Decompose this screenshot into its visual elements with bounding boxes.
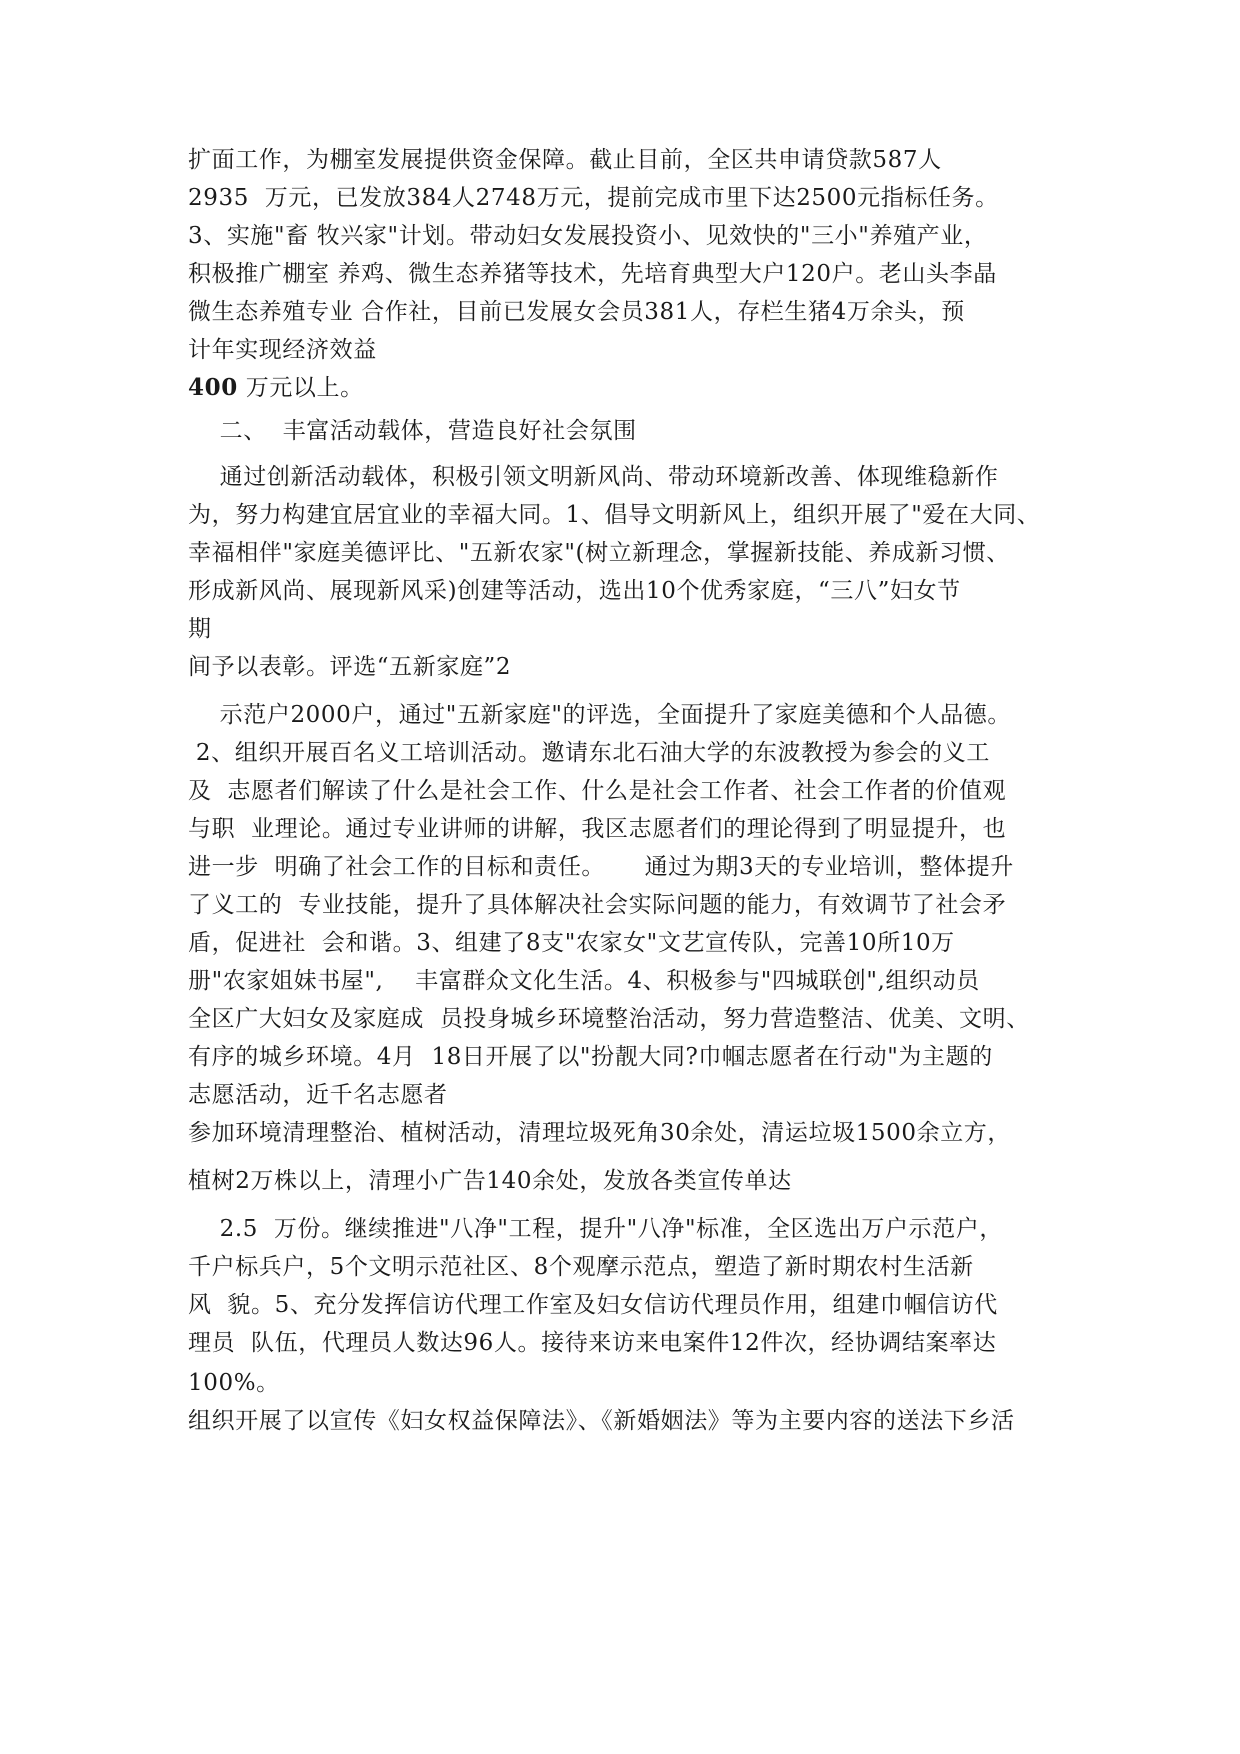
text-line: 幸福相伴"家庭美德评比、"五新农家"(树立新理念，掌握新技能、养成新习惯、: [188, 540, 1010, 566]
text-line: 理员 队伍，代理员人数达96人。接待来访来电案件12件次，经协调结案率达: [188, 1330, 997, 1356]
text-line: [188, 373, 364, 403]
text-line: 有序的城乡环境。4月 18日开展了以"扮靓大同?巾帼志愿者在行动"为主题的: [188, 1044, 993, 1070]
text-line: 植树2万株以上，清理小广告140余处，发放各类宣传单达: [188, 1168, 792, 1194]
text-line: 2.5 万份。继续推进"八净"工程，提升"八净"标准，全区选出万户示范户，: [188, 1216, 1003, 1242]
text-line: 志愿活动，近千名志愿者: [188, 1082, 448, 1108]
text-line: 进一步 明确了社会工作的目标和责任。 通过为期3天的专业培训，整体提升: [188, 854, 1014, 880]
text-line: 千户标兵户，5个文明示范社区、8个观摩示范点，塑造了新时期农村生活新: [188, 1254, 974, 1280]
text-line: 参加环境清理整治、植树活动，清理垃圾死角30余处，清运垃圾1500余立方，: [188, 1120, 1011, 1146]
text-line: 及 志愿者们解读了什么是社会工作、什么是社会工作者、社会工作者的价值观: [188, 778, 1007, 804]
text-line: 扩面工作，为棚室发展提供资金保障。截止目前，全区共申请贷款587人: [188, 147, 942, 173]
text-line: 组织开展了以宣传《妇女权益保障法》、《新婚姻法》等为主要内容的送法下乡活: [188, 1408, 1015, 1434]
text-line: 册"农家姐妹书屋", 丰富群众文化生活。4、积极参与"四城联创",组织动员: [188, 968, 980, 994]
text-line: 微生态养殖专业 合作社，目前已发展女会员381人，存栏生猪4万余头，预: [188, 299, 965, 325]
section-heading: 二、 丰富活动载体，营造良好社会氛围: [188, 418, 637, 444]
text-line: 3、实施"畜 牧兴家"计划。带动妇女发展投资小、见效快的"三小"养殖产业，: [188, 223, 988, 249]
text-line: 为，努力构建宜居宜业的幸福大同。1、倡导文明新风上，组织开展了"爱在大同、: [188, 502, 1041, 528]
text-line: 2、组织开展百名义工培训活动。邀请东北石油大学的东波教授为参会的义工: [188, 740, 990, 766]
text-fragment: 万元以上。: [237, 375, 364, 401]
text-line: 100%。: [188, 1370, 280, 1396]
text-line: 风 貌。5、充分发挥信访代理工作室及妇女信访代理员作用，组建巾帼信访代: [188, 1292, 998, 1318]
text-line: 示范户2000户，通过"五新家庭"的评选，全面提升了家庭美德和个人品德。: [188, 702, 1011, 728]
text-line: 通过创新活动载体，积极引领文明新风尚、带动环境新改善、体现维稳新作: [188, 464, 999, 490]
text-line: 全区广大妇女及家庭成 员投身城乡环境整治活动，努力营造整洁、优美、文明、: [188, 1006, 1030, 1032]
text-line: 计年实现经济效益: [188, 337, 377, 363]
text-line: 形成新风尚、展现新风采)创建等活动，选出10个优秀家庭，“三八”妇女节: [188, 578, 961, 604]
text-line: 与职 业理论。通过专业讲师的讲解，我区志愿者们的理论得到了明显提升，也: [188, 816, 1007, 842]
text-line: 2935 万元，已发放384人2748万元，提前完成市里下达2500元指标任务。: [188, 185, 999, 211]
text-line: 积极推广棚室 养鸡、微生态养猪等技术，先培育典型大户120户。老山头李晶: [188, 261, 997, 287]
text-line: 盾，促进社 会和谐。3、组建了8支"农家女"文艺宣传队，完善10所10万: [188, 930, 955, 956]
bold-number: 400: [188, 374, 238, 401]
text-line: 了义工的 专业技能，提升了具体解决社会实际问题的能力，有效调节了社会矛: [188, 892, 1007, 918]
text-line: 间予以表彰。评选“五新家庭”2: [188, 654, 512, 680]
text-line: 期: [188, 616, 212, 642]
